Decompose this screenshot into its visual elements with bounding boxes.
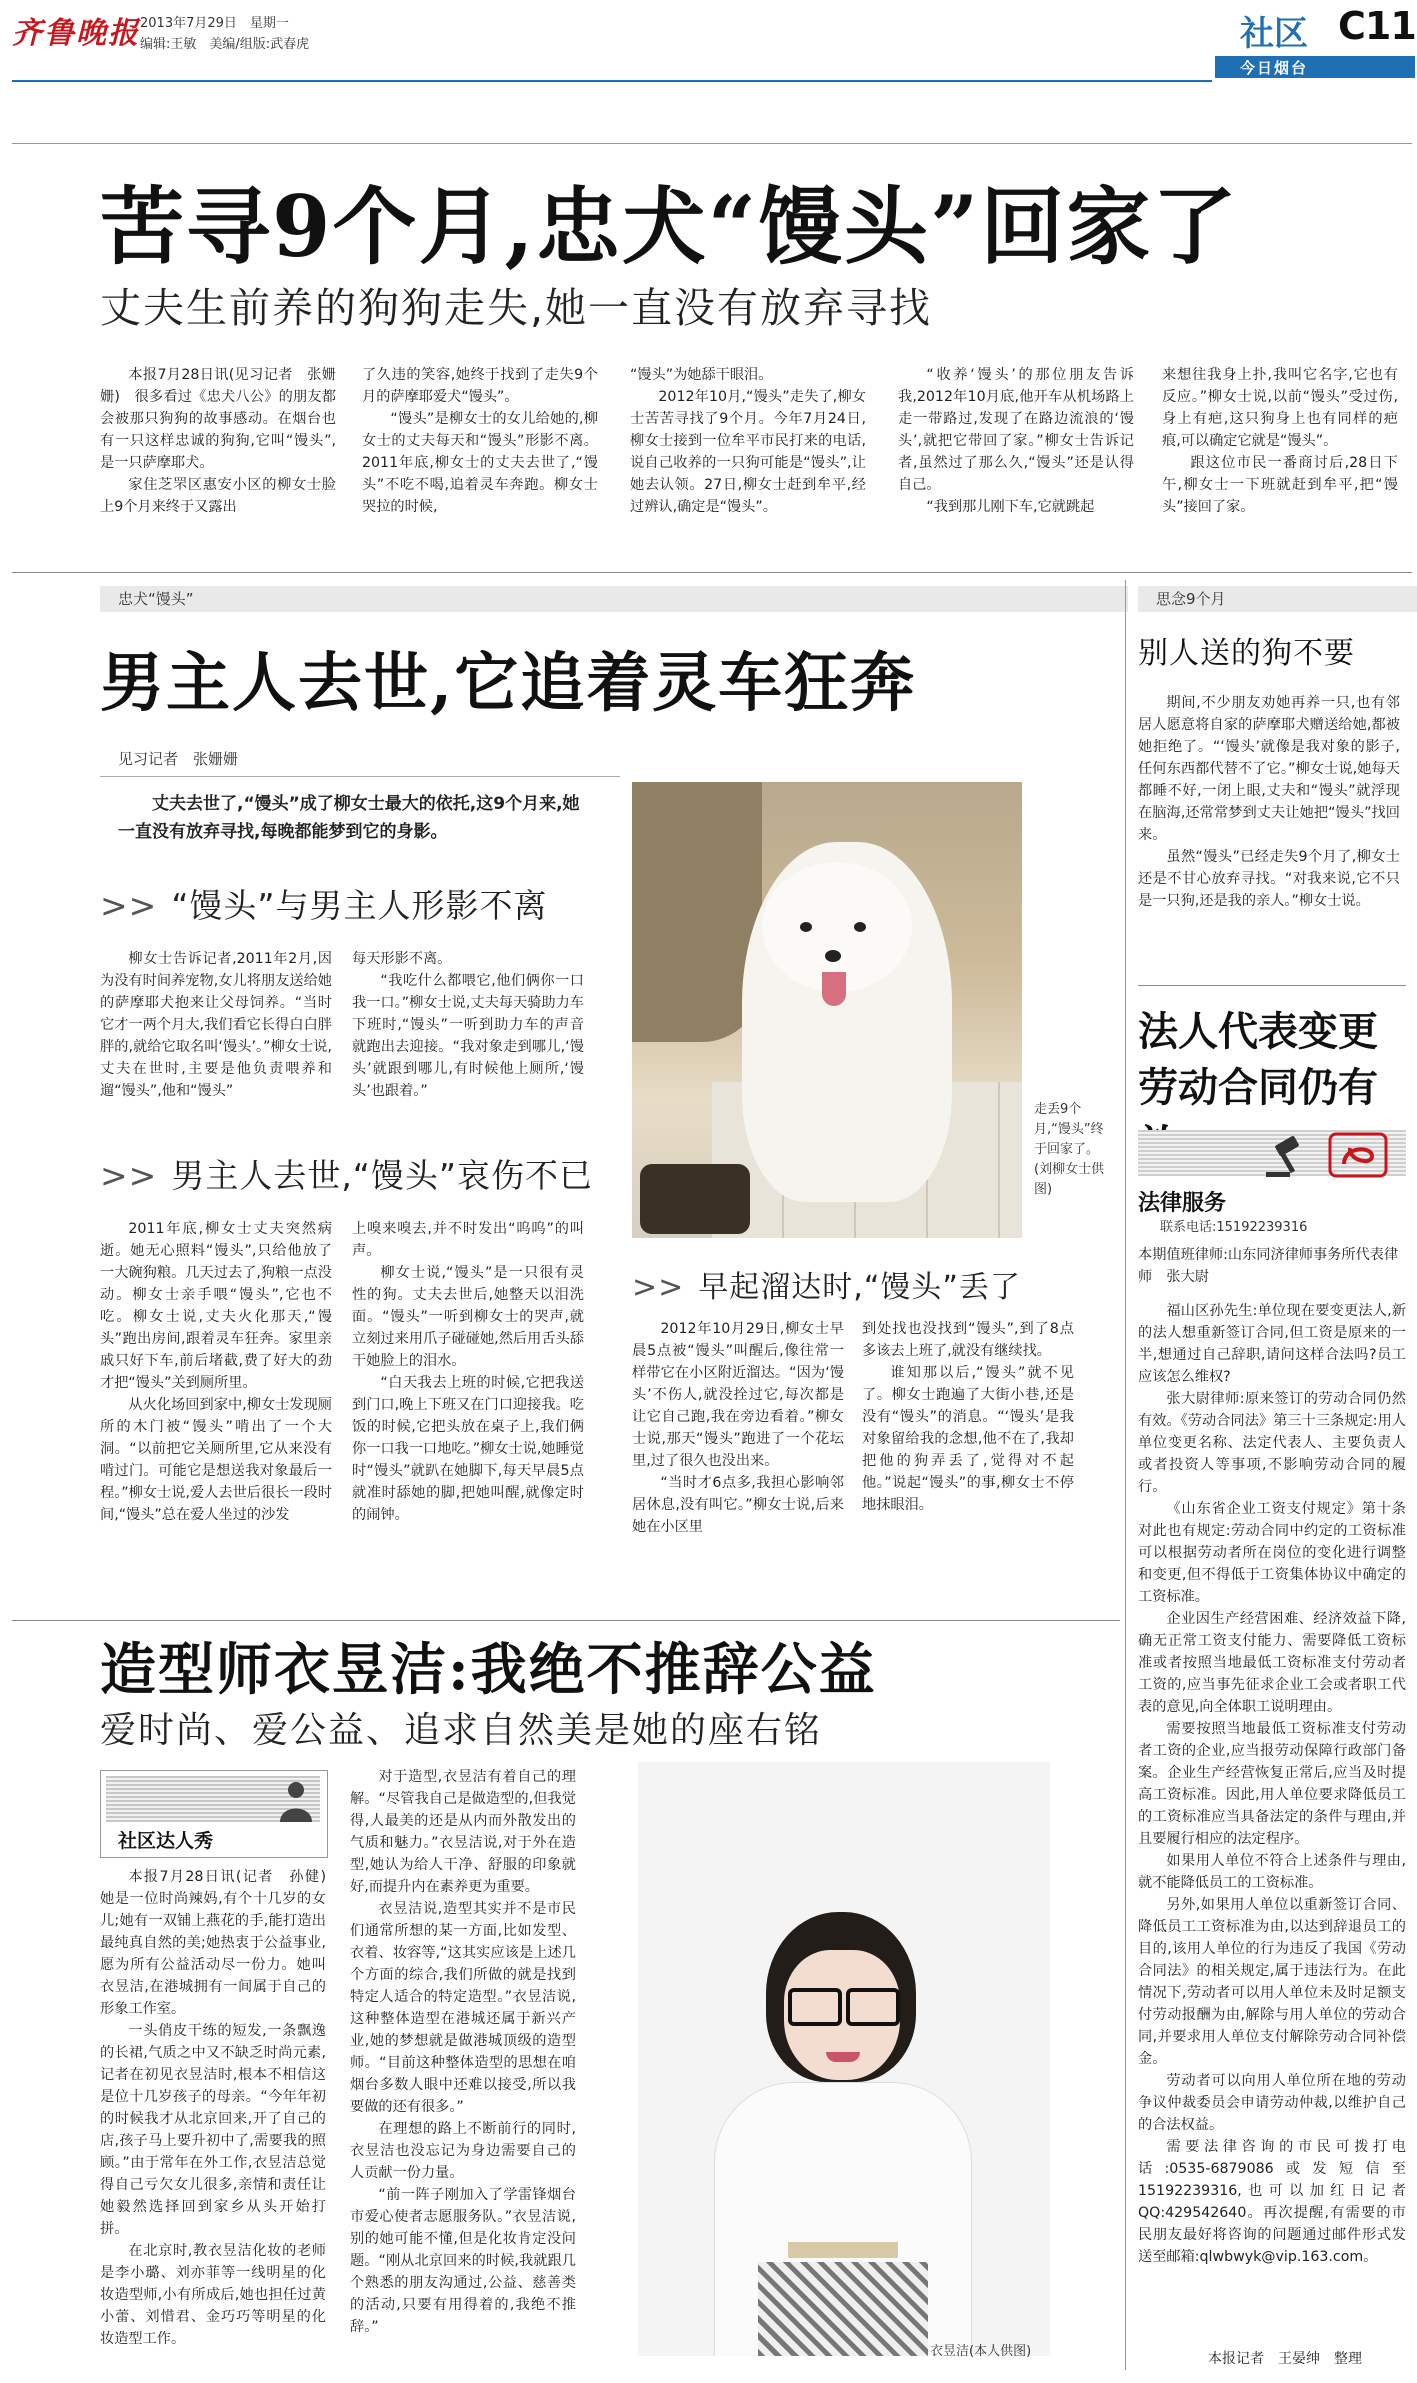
story3-col-2: 对于造型,衣昱洁有着自己的理解。“尽管我自己是做造型的,但我觉得,人最美的还是从内而外散发出的气质和魅力。”衣昱洁说,对于外在造型,她认为给人干净、舒服的印象就好,而提升内在素养更为重要。 衣昱洁说,造型其实并不是市民们通常所想的某一方面,比如发型、衣着、妆容等,“这其实应该是上述几个方面的综合,我们所做的就是找到特定人适合的特定造型。”衣昱洁说,这种整体造型在港城还属于新兴产业,她的梦想就是做港城顶级的造型师。“目前这种整体造型的思想在咱烟台多数人眼中还难以接受,所以我要做的还有很多。” 在理想的路上不断前行的同时,衣昱洁也没忘记为身边需要自己的人贡献一份力量。 “前一阵子刚加入了学雷锋烟台市爱心使者志愿服务队。”衣昱洁说,别的她可能不懂,但是化妆肯定没问题。“刚从北京回来的时候,我就跟几个熟悉的朋友沟通过,公益、慈善类的活动,只要有用得着的,我绝不推辞。” (350, 1769, 576, 2335)
story2-sub3-col-1: 2012年10月29日,柳女士早晨5点被“馒头”叫醒后,像往常一样带它在小区附近溜达。“因为‘馒头’不伤人,就没拴过它,每次都是让它自己跑,我在旁边看着。”柳女士说,那天“馒头”跑进了一个花坛里,过了很久也没出来。 “当时才6点多,我担心影响邻居休息,没有叫它。”柳女士说,后来她在小区里 (632, 1321, 844, 1535)
right-tag: 思念9个月 (1138, 586, 1417, 612)
editors-line: 编辑:王敏 美编/组版:武春虎 (140, 37, 310, 52)
story2-subhead-1: >> “馒头”与男主人形影不离 (100, 886, 548, 925)
legal-credit: 本报记者 王晏绅 整理 (1208, 2351, 1362, 2367)
right-body: 期间,不少朋友劝她再养一只,也有邻居人愿意将自家的萨摩耶犬赠送给她,都被她拒绝了。“‘馒头’就像是我对象的影子,任何东西都代替不了它。”柳女士说,她每天都睡不好,一闭上眼,丈夫和“馒头”就浮现在脑海,还常常梦到丈夫让她把“馒头”找回来。 虽然“馒头”已经走失9个月了,柳女士还是不甘心放弃寻找。“对我来说,它不只是一只狗,还是我的亲人。”柳女士说。 (1138, 695, 1400, 909)
story3-rule (12, 1620, 1120, 1621)
law-logo-icon (1324, 1130, 1392, 1180)
story2-sub3-col-2: 到处找也没找到“馒头”,到了8点多该去上班了,就没有继续找。 谁知那以后,“馒头”就不见了。柳女士跑遍了大街小巷,还是没有“馒头”的消息。“‘馒头’是我对象留给我的念想,他不在了,我却把他的狗弄丢了,觉得对不起他。”说起“馒头”的事,柳女士不停地抹眼泪。 (862, 1321, 1074, 1513)
dog-photo (632, 782, 1022, 1238)
legal-hotline: 联系电话:15192239316 (1160, 1220, 1308, 1235)
page-number: C11 (1338, 4, 1416, 48)
badge-label: 社区达人秀 (118, 1830, 214, 1852)
story1-col-1: 本报7月28日讯(见习记者 张姗姗) 很多看过《忠犬八公》的朋友都会被那只狗狗的故事感动。在烟台也有一只这样忠诚的狗狗,它叫“馒头”,是一只萨摩耶犬。 家住芝罘区惠安小区的柳女士脸上9个月来终于又露出 (100, 367, 336, 515)
person-icon (276, 1776, 316, 1822)
legal-body: 福山区孙先生:单位现在要变更法人,新的法人想重新签订合同,但工资是原来的一半,想通过自己辞职,请问这样合法吗?员工应该怎么维权? 张大尉律师:原来签订的劳动合同仍然有效。《劳动合同法》第三十三条规定:用人单位变更名称、法定代表人、主要负责人或者投资人等事项,不影响劳动合同的履行。 《山东省企业工资支付规定》第十条对此也有规定:劳动合同中约定的工资标准可以根据劳动者所在岗位的变化进行调整和变更,但不得低于工资集体协议中确定的工资标准。 企业因生产经营困难、经济效益下降,确无正常工资支付能力、需要降低工资标准或者按照当地最低工资标准支付劳动者工资的,应当事先征求企业工会或者职工代表的意见,向全体职工说明理由。 需要按照当地最低工资标准支付劳动者工资的企业,应当报劳动保障行政部门备案。企业生产经营恢复正常后,应当及时提高工资标准。因此,用人单位要求降低员工的工资标准应当具备法定的条件与理由,并且要履行相应的法定程序。 如果用人单位不符合上述条件与理由,就不能降低员工的工资标准。 另外,如果用人单位以重新签订合同、降低员工工资标准为由,以达到辞退员工的目的,该用人单位的行为违反了我国《劳动合同法》的相关规定,属于违法行为。在此情况下,劳动者可以用人单位未及时足额支付劳动报酬为由,解除与用人单位的劳动合同,并要求用人单位支付解除劳动合同补偿金。 劳动者可以向用人单位所在地的劳动争议仲裁委员会申请劳动仲裁,以维护自己的合法权益。 需要法律咨询的市民可拨打电话:0535-6879086或发短信至15192239316,也可以加红日记者QQ:429542640。再次提醒,有需要的市民朋友最好将咨询的问题通过邮件形式发送至邮箱:qlwbwyk@vip.163.com。 (1138, 1303, 1406, 2265)
story1-col-5: 来想往我身上扑,我叫它名字,它也有反应。”柳女士说,以前“馒头”受过伤,身上有疤,这只狗身上也有同样的疤痕,可以确定它就是“馒头”。 跟这位市民一番商讨后,28日下午,柳女士一下班就赶到牟平,把“馒头”接回了家。 (1162, 367, 1398, 515)
portrait-caption: 衣昱洁(本人供图) (930, 2344, 1032, 2359)
story2-sub1-col-1: 柳女士告诉记者,2011年2月,因为没有时间养宠物,女儿将朋友送给她的萨摩耶犬抱来让父母饲养。“当时它才一两个月大,我们看它长得白白胖胖的,就给它取名叫‘馒头’。”柳女士说,丈夫在世时,主要是他负责喂养和遛“馒头”,他和“馒头” (100, 951, 332, 1099)
story1-col-4: “收养‘馒头’的那位朋友告诉我,2012年10月底,他开车从机场路上走一带路过,发现了在路边流浪的‘馒头’,就把它带回了家。”柳女士告诉记者,虽然过了那么久,“馒头”还是认得自己。 “我到那儿刚下车,它就跳起 (898, 367, 1134, 515)
right-headline: 别人送的狗不要 (1138, 636, 1355, 671)
top-divider (12, 143, 1412, 144)
story3-subhead: 爱时尚、爱公益、追求自然美是她的座右铭 (100, 1710, 823, 1751)
story2-lead: 丈夫去世了,“馒头”成了柳女士最大的依托,这9个月来,她一直没有放弃寻找,每晚都能梦到它的身影。 (118, 794, 580, 842)
story2-sub2-col-1: 2011年底,柳女士丈夫突然病逝。她无心照料“馒头”,只给他放了一大碗狗粮。几天过去了,狗粮一点没动。柳女士亲手喂“馒头”,它也不吃。柳女士说,丈夫火化那天,“馒头”跑出房间,跟着灵车狂奔。家里亲戚只好下车,前后堵截,费了好大的劲才把“馒头”关到厕所里。 从火化场回到家中,柳女士发现厕所的木门被“馒头”啃出了一个大洞。“以前把它关厕所里,它从来没有啃过门。可能它是想送我对象最后一程。”柳女士说,爱人去世后很长一段时间,“馒头”总在爱人坐过的沙发 (100, 1221, 332, 1523)
story1-headline: 苦寻9个月,忠犬“馒头”回家了 (100, 177, 1239, 276)
dog-photo-caption: 走丢9个月,“馒头”终于回家了。(刘柳女士供图) (1034, 1102, 1105, 1197)
section-name: 社区 (1240, 14, 1308, 54)
gavel-icon (1262, 1134, 1312, 1178)
legal-top-rule (1138, 985, 1406, 986)
story2-subhead-2: >> 男主人去世,“馒头”哀伤不已 (100, 1156, 593, 1195)
edition-label: 今日烟台 (1240, 59, 1309, 77)
story2-sub1-col-2: 每天形影不离。 “我吃什么都喂它,他们俩你一口我一口。”柳女士说,丈夫每天骑助力车下班时,“馒头”一听到助力车的声音就跑出去迎接。“我对象走到哪儿,‘馒头’就跟到哪儿,有时候他上厕所,‘馒头’也跟着。” (352, 951, 584, 1099)
story2-headline: 男主人去世,它追着灵车狂奔 (100, 646, 917, 721)
header-rule (12, 80, 1212, 82)
byline-rule (100, 776, 620, 777)
story3-col-1: 本报7月28日讯(记者 孙健) 她是一位时尚辣妈,有个十几岁的女儿;她有一双铺上燕花的手,能打造出最纯真自然的美;她热衷于公益事业,愿为所有公益活动尽一份力。她叫衣昱洁,在港城拥有一间属于自己的形象工作室。 一头俏皮干练的短发,一条飘逸的长裙,气质之中又不缺乏时尚元素,记者在初见衣昱洁时,根本不相信这是位十几岁孩子的母亲。“今年年初的时候我才从北京回来,开了自己的店,孩子马上要升初中了,需要我的照顾。”由于常年在外工作,衣昱洁总觉得自己亏欠女儿很多,亲情和责任让她毅然选择回到家乡从头开始打拼。 在北京时,教衣昱洁化妆的老师是李小璐、刘亦菲等一线明星的化妆造型师,小有所成后,她也担任过黄小蕾、刘惜君、金巧巧等明星的化妆造型工作。 (100, 1869, 341, 2347)
story1-rule (12, 572, 1412, 573)
story2-subhead-3: >> 早起溜达时,“馒头”丢了 (632, 1270, 1021, 1305)
story2-tag: 忠犬“馒头” (100, 586, 1128, 612)
story1-subhead: 丈夫生前养的狗狗走失,她一直没有放弃寻找 (100, 284, 933, 332)
story3-headline: 造型师衣昱洁:我绝不推辞公益 (100, 1637, 877, 1703)
story1-col-3: “馒头”为她舔干眼泪。 2012年10月,“馒头”走失了,柳女士苦苦寻找了9个月。今年7月24日,柳女士接到一位牟平市民打来的电话,说自己收养的一只狗可能是“馒头”,让她去认领。27日,柳女士赶到牟平,经过辨认,确定是“馒头”。 (630, 367, 866, 515)
masthead: 齐鲁晚报 (12, 16, 140, 51)
legal-service-title: 法律服务 (1138, 1191, 1227, 1216)
story1-col-2: 了久违的笑容,她终于找到了走失9个月的萨摩耶爱犬“馒头”。 “馒头”是柳女士的女儿给她的,柳女士的丈夫每天和“馒头”形影不离。2011年底,柳女士的丈夫去世了,“馒头”不吃不喝,追着灵车奔跑。柳女士哭拉的时候, (362, 367, 598, 515)
right-column-rule-2 (1125, 1620, 1126, 2370)
story2-sub2-col-2: 上嗅来嗅去,并不时发出“呜呜”的叫声。 柳女士说,“馒头”是一只很有灵性的狗。丈夫去世后,她整天以泪洗面。“馒头”一听到柳女士的哭声,就立刻过来用爪子碰碰她,然后用舌头舔干她脸上的泪水。 “白天我去上班的时候,它把我送到门口,晚上下班又在门口迎接我。吃饭的时候,它把头放在桌子上,我们俩你一口我一口地吃。”柳女士说,她睡觉时“馒头”就趴在她脚下,每天早晨5点就准时舔她的脚,把她叫醒,就像定时的闹钟。 (352, 1221, 584, 1523)
legal-headline-2: 劳动合同仍有 (1138, 1064, 1378, 1111)
issue-date: 2013年7月29日 星期一 (140, 16, 289, 31)
legal-lawyer: 本期值班律师:山东同济律师事务所代表律师 张大尉 (1138, 1247, 1399, 1285)
story2-byline: 见习记者 张姗姗 (118, 750, 239, 768)
legal-headline-1: 法人代表变更 (1138, 1008, 1378, 1055)
right-column-rule (1125, 580, 1126, 1620)
portrait-photo (638, 1762, 1050, 2356)
